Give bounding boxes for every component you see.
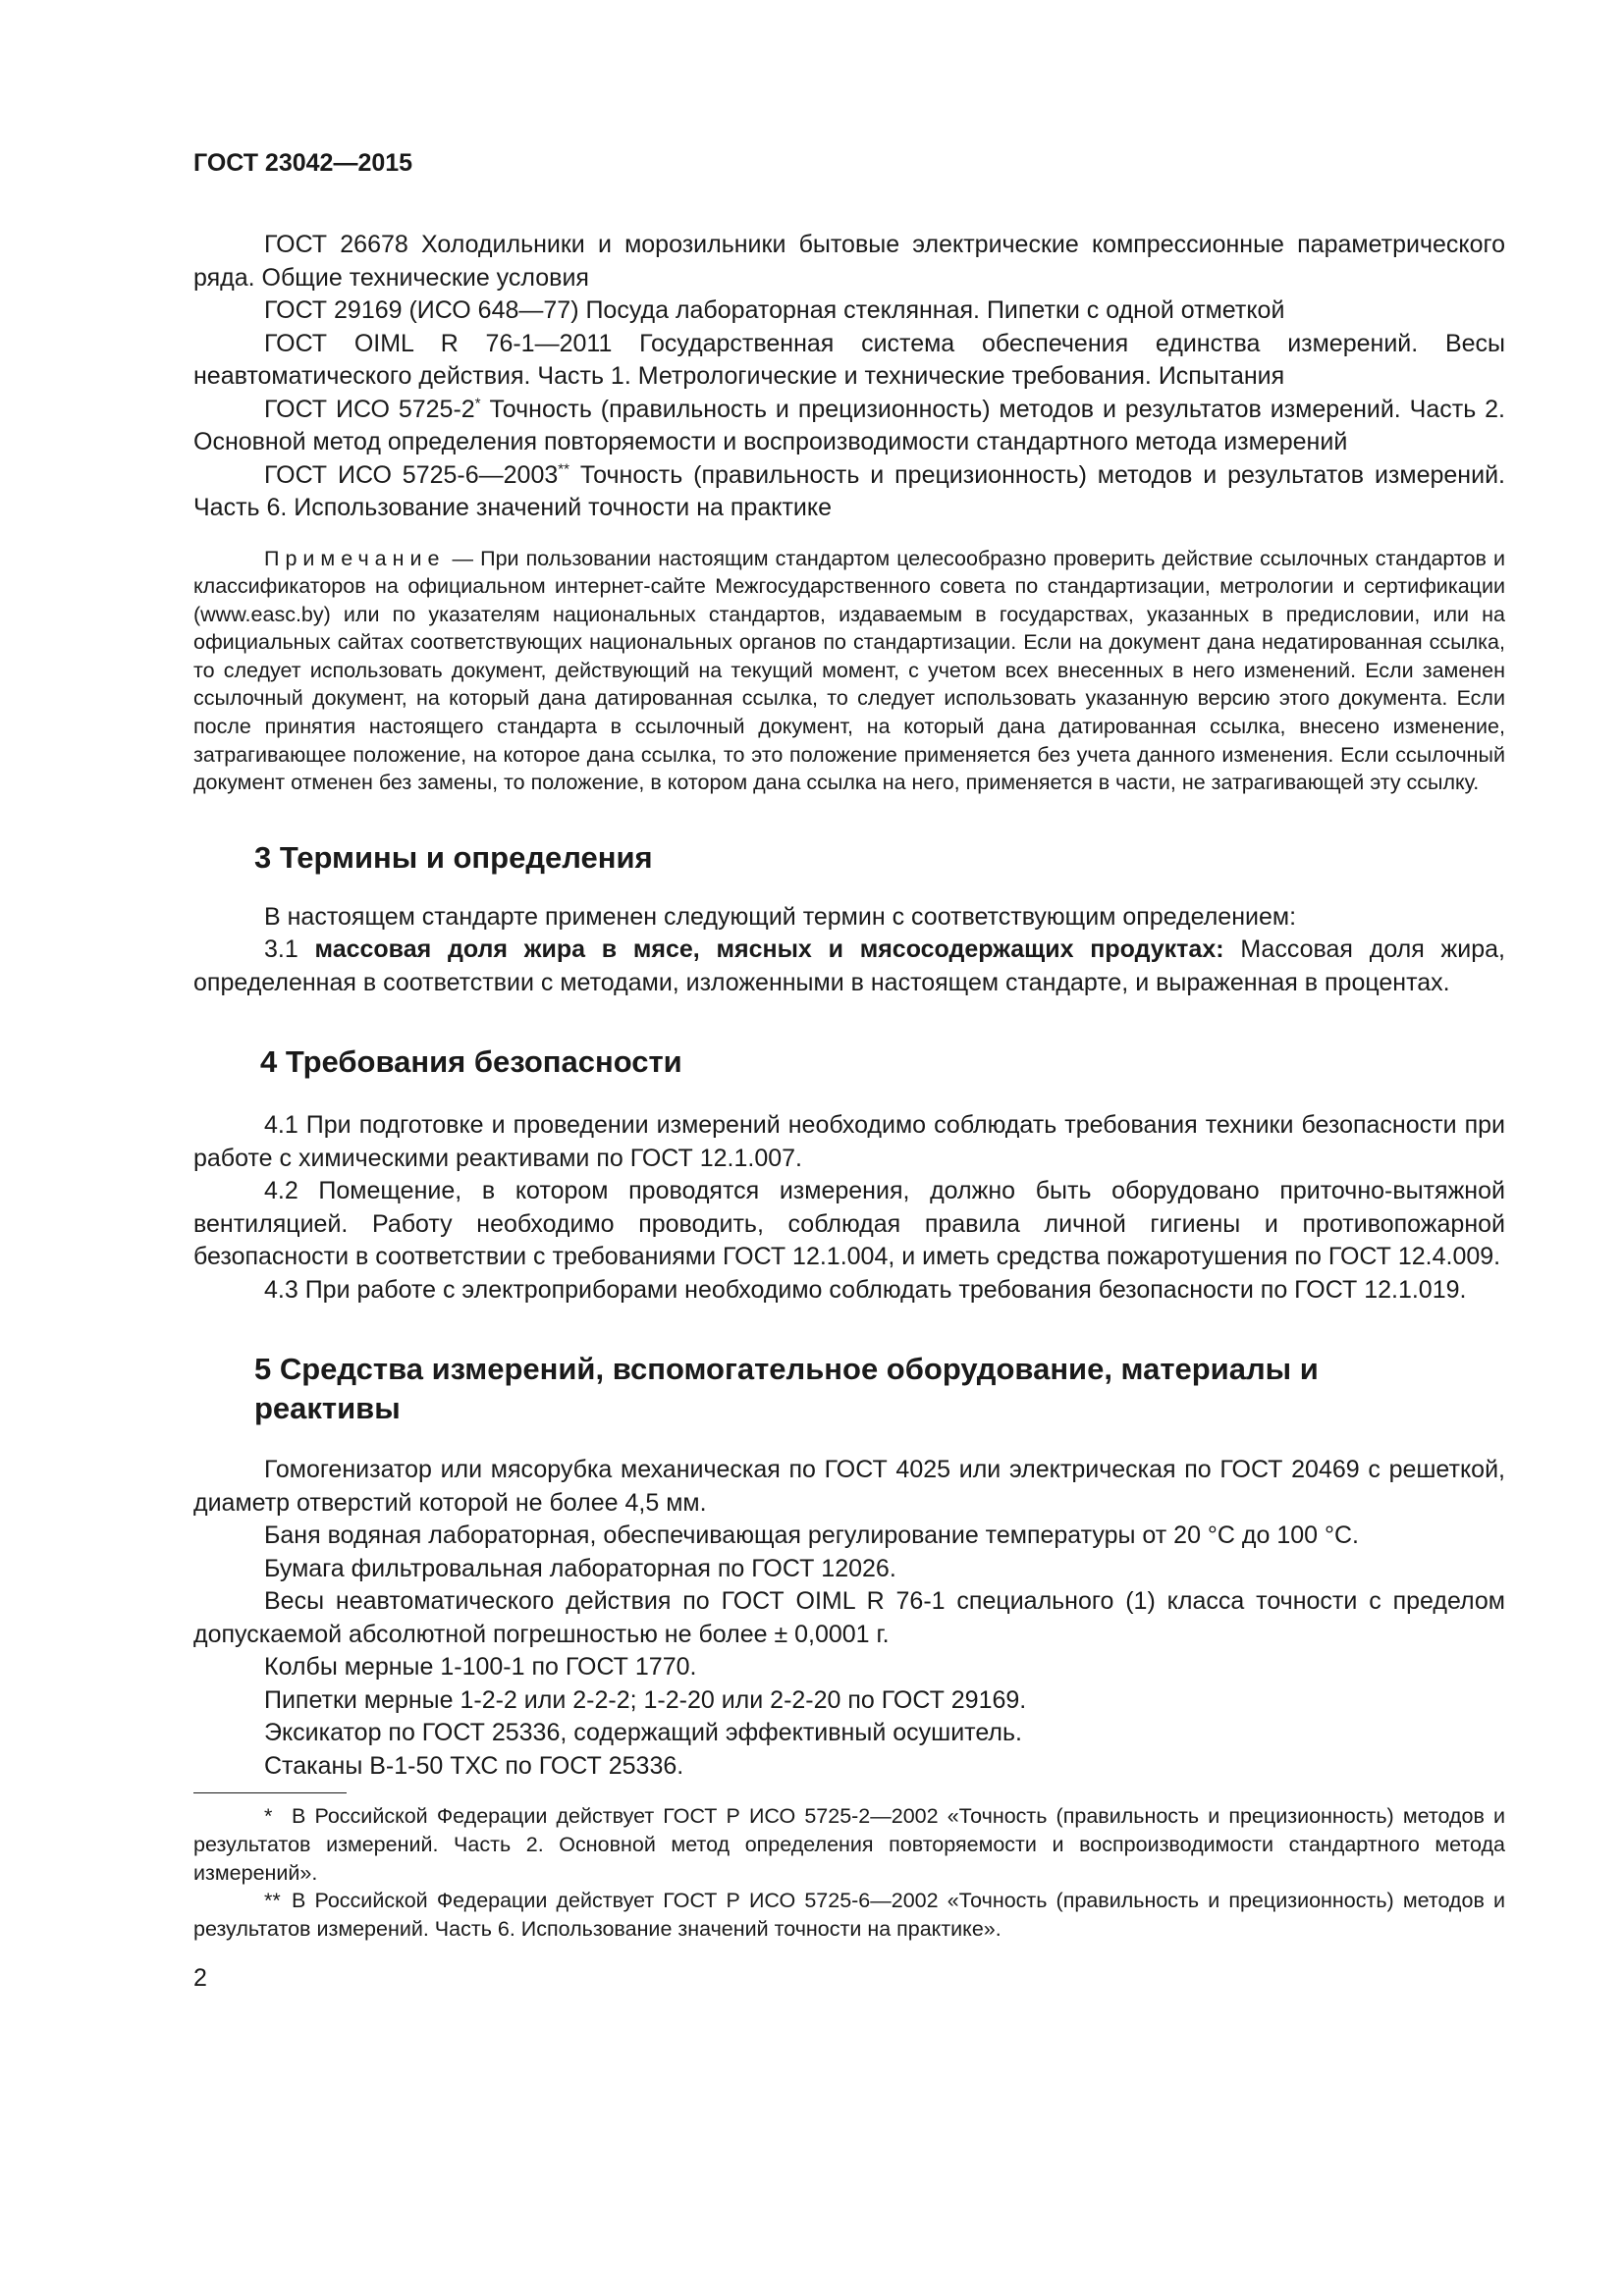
reference-item: ГОСТ OIML R 76-1—2011 Государственная система обеспечения единства измерений. Весы неавтоматического действия. Часть 1. Метрологические и технические требования. Испытания (193, 329, 1505, 390)
reference-item: ГОСТ 26678 Холодильники и морозильники бытовые электрические компрессионные параметрического ряда. Общие технические условия (193, 231, 1505, 292)
reference-item-iso-5725-6 (193, 459, 1505, 525)
reference-item: ГОСТ 29169 (ИСО 648—77) Посуда лабораторная стеклянная. Пипетки с одной отметкой (264, 296, 1285, 324)
equipment-item: Весы неавтоматического действия по ГОСТ OIML R 76-1 специального (1) класса точности с пределом допускаемой абсолютной погрешностью не более ± 0,0001 г. (193, 1587, 1505, 1648)
reference-item-iso-5725-2 (193, 394, 1505, 459)
equipment-item: Бумага фильтровальная лабораторная по ГОСТ 12026. (264, 1554, 896, 1582)
footnote-mark: ** (264, 1889, 281, 1913)
term-name: массовая доля жира в мясе, мясных и мясосодержащих продуктах: (314, 935, 1224, 964)
page-content (193, 149, 1505, 1993)
footnote (193, 1887, 1505, 1943)
reference-code: ГОСТ ИСО 5725-6—2003 (264, 460, 559, 489)
equipment-item: Баня водяная лабораторная, обеспечивающая регулирование температуры от 20 °С до 100 °С. (264, 1522, 1360, 1550)
footnote-divider (193, 1792, 347, 1793)
section-3-heading: 3 Термины и определения (254, 839, 653, 875)
footnote-mark: ** (558, 460, 569, 478)
footnote (193, 1802, 1505, 1887)
reference-code: ГОСТ ИСО 5725-2 (264, 395, 475, 423)
section-5-title-line: реактивы (254, 1391, 401, 1426)
note-text: — При пользовании настоящим стандартом целесообразно проверить действие ссылочных стандартов и классификаторов на официальном интернет-сайте Межгосударственного совета по стандартизации, метрологии и сертификации (www.easc.by) или по указателям национальных стандартов, издаваемым в государствах, указанных в предисловии, или на официальных сайтах соответствующих национальных органов по стандартизации. Если на документ дана недатированная ссылка, то следует использовать документ, действующий на текущий момент, с учетом всех внесенных в него изменений. Если заменен ссылочный документ, на который дана датированная ссылка, то следует использовать указанную версию этого документа. Если после принятия настоящего стандарта в ссылочный документ, на который дана датированная ссылка, внесено изменение, затрагивающее положение, на которое дана ссылка, то это положение применяется без учета данного изменения. Если ссылочный документ отменен без замены, то положение, в котором дана ссылка на него, применяется в части, не затрагивающей эту ссылку. (193, 546, 1505, 795)
footnote-text: В Российской Федерации действует ГОСТ Р ИСО 5725-6—2002 «Точность (правильность и прецизионность) методов и результатов измерений. Часть 6. Использование значений точности на практике». (193, 1889, 1505, 1941)
section-4-paragraph: 4.3 При работе с электроприборами необходимо соблюдать требования безопасности по ГОСТ 12.1.019. (264, 1275, 1467, 1304)
footnote-text: В Российской Федерации действует ГОСТ Р ИСО 5725-2—2002 «Точность (правильность и прецизионность) методов и результатов измерений. Часть 2. Основной метод определения повторяемости и воспроизводимости стандартного метода измерений». (193, 1804, 1505, 1885)
reference-text: Точность (правильность и прецизионность) методов и результатов измерений. Часть 2. Основной метод определения повторяемости и воспроизводимости стандартного метода измерений (193, 395, 1505, 455)
section-5-title-line: 5 Средства измерений, вспомогательное оборудование, материалы и (254, 1352, 1319, 1387)
running-header: ГОСТ 23042—2015 (193, 149, 413, 177)
equipment-item: Гомогенизатор или мясорубка механическая по ГОСТ 4025 или электрическая по ГОСТ 20469 с решеткой, диаметр отверстий которой не более 4,5 мм. (193, 1456, 1505, 1517)
equipment-item: Эксикатор по ГОСТ 25336, содержащий эффективный осушитель. (264, 1719, 1022, 1747)
note-block (193, 545, 1505, 797)
section-4-heading: 4 Требования безопасности (260, 1044, 682, 1080)
term-number: 3.1 (264, 935, 315, 964)
equipment-item: Пипетки мерные 1-2-2 или 2-2-2; 1-2-20 или 2-2-20 по ГОСТ 29169. (264, 1685, 1027, 1714)
page-number: 2 (193, 1964, 207, 1993)
footnote-mark: * (264, 1804, 273, 1829)
section-3-intro: В настоящем стандарте применен следующий термин с соответствующим определением: (264, 902, 1297, 931)
footnote-mark: * (474, 395, 481, 412)
equipment-item: Стаканы В-1-50 ТХС по ГОСТ 25336. (264, 1751, 684, 1780)
term-text: Массовая доля жира, определенная в соответствии с методами, изложенными в настоящем стандарте, и выраженная в процентах. (193, 935, 1506, 996)
section-5-heading (193, 1350, 1505, 1428)
equipment-item: Колбы мерные 1-100-1 по ГОСТ 1770. (264, 1653, 697, 1682)
reference-text: Точность (правильность и прецизионность) методов и результатов измерений. Часть 6. Использование значений точности на практике (193, 460, 1505, 521)
section-4-paragraph: 4.2 Помещение, в котором проводятся измерения, должно быть оборудовано приточно-вытяжной вентиляцией. Работу необходимо проводить, соблюдая правила личной гигиены и противопожарной безопасности в соответствии с требованиями ГОСТ 12.1.004, и иметь средства пожаротушения по ГОСТ 12.4.009. (193, 1177, 1505, 1271)
term-definition (193, 934, 1505, 999)
section-4-paragraph: 4.1 При подготовке и проведении измерений необходимо соблюдать требования техники безопасности при работе с химическими реактивами по ГОСТ 12.1.007. (193, 1111, 1505, 1172)
note-label: Примечание (264, 546, 446, 570)
